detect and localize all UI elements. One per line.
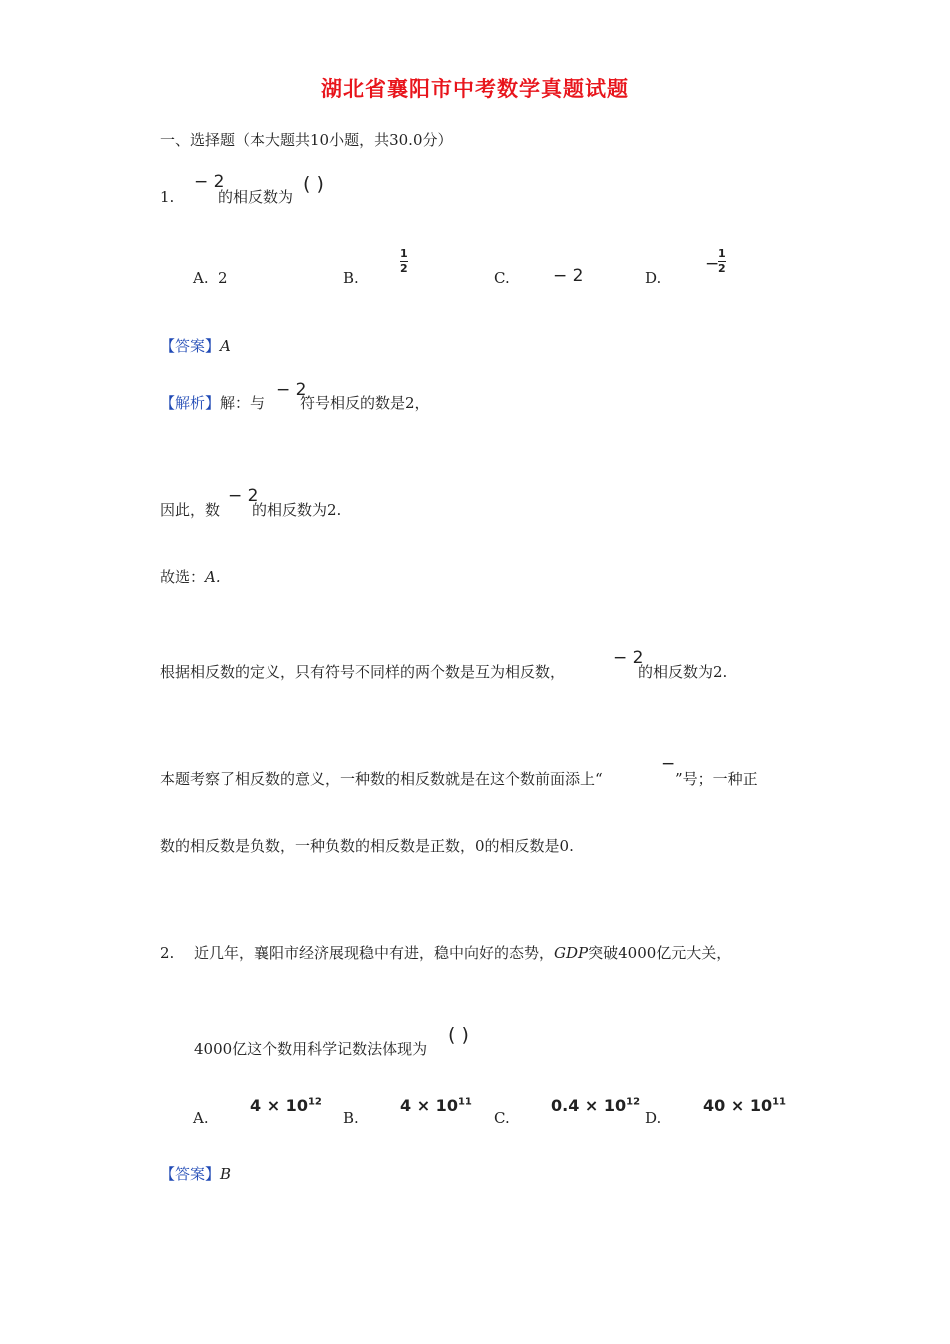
fraction-denominator: 2 bbox=[718, 262, 726, 275]
fraction-numerator: 1 bbox=[400, 247, 408, 260]
analysis-tag: 【解析】 bbox=[160, 394, 221, 412]
q1-number: 1. bbox=[160, 188, 175, 206]
analysis-line-5-suffix: ”号；一种正 bbox=[675, 770, 758, 788]
q2-option-a-letter: A. bbox=[193, 1109, 209, 1127]
analysis-prefix: 解：与 bbox=[220, 394, 266, 412]
q1-option-a-value: 2 bbox=[218, 269, 228, 287]
analysis-line-4-prefix: 根据相反数的定义，只有符号不同样的两个数是互为相反数， bbox=[160, 663, 566, 681]
sci-base: 0.4 × 10 bbox=[551, 1096, 627, 1115]
analysis-suffix: 符号相反的数是2， bbox=[300, 394, 430, 412]
sci-base: 4 × 10 bbox=[400, 1096, 458, 1115]
analysis-line-4-expression: − 2 bbox=[613, 648, 644, 668]
q2-option-d-value bbox=[703, 1096, 786, 1115]
q2-stem-line-2: 4000亿这个数用科学记数法体现为 bbox=[194, 1040, 428, 1058]
section-header: 一、选择题（本大题共10小题，共30.0分） bbox=[160, 131, 453, 149]
q1-expression: − 2 bbox=[194, 172, 225, 192]
q2-answer-blank: ( ) bbox=[448, 1024, 469, 1046]
sci-base: 4 × 10 bbox=[250, 1096, 308, 1115]
answer-tag: 【答案】 bbox=[160, 337, 221, 355]
q2-option-c-value bbox=[551, 1096, 640, 1115]
answer-tag: 【答案】 bbox=[160, 1165, 221, 1183]
q1-stem: 的相反数为 bbox=[218, 188, 294, 206]
fraction-denominator: 2 bbox=[400, 262, 408, 275]
sci-exponent: 12 bbox=[307, 1096, 322, 1108]
q1-option-d-sign: − bbox=[705, 254, 720, 274]
q2-number: 2. bbox=[160, 944, 175, 962]
q2-option-b-letter: B. bbox=[343, 1109, 359, 1127]
q2-stem bbox=[194, 943, 731, 963]
analysis-line-3-text: 故选： bbox=[160, 568, 206, 586]
q1-option-c-value: − 2 bbox=[553, 266, 584, 286]
q1-option-d-letter: D. bbox=[645, 269, 662, 287]
q2-stem-gdp: GDP bbox=[554, 944, 589, 962]
q1-answer-line bbox=[160, 336, 231, 356]
document-title: 湖北省襄阳市中考数学真题试题 bbox=[321, 76, 629, 101]
analysis-line-3 bbox=[160, 567, 221, 587]
q2-option-a-value bbox=[250, 1096, 322, 1115]
q1-option-b-fraction bbox=[400, 248, 408, 275]
analysis-line-5-prefix: 本题考察了相反数的意义，一种数的相反数就是在这个数前面添上“ bbox=[160, 770, 603, 788]
q1-option-a-letter: A. bbox=[193, 269, 209, 287]
q1-analysis-line bbox=[160, 393, 265, 413]
sci-base: 40 × 10 bbox=[703, 1096, 773, 1115]
q1-option-b-letter: B. bbox=[343, 269, 359, 287]
answer-value: A bbox=[220, 337, 231, 355]
q2-option-b-value bbox=[400, 1096, 472, 1115]
analysis-line-5-symbol: − bbox=[661, 754, 676, 774]
q1-option-c-letter: C. bbox=[494, 269, 510, 287]
answer-value: B bbox=[220, 1165, 232, 1183]
sci-exponent: 12 bbox=[626, 1096, 641, 1108]
q2-option-c-letter: C. bbox=[494, 1109, 510, 1127]
q2-stem-suffix: 突破4000亿元大关， bbox=[588, 944, 732, 962]
fraction-numerator: 1 bbox=[718, 247, 726, 260]
q2-stem-prefix: 近几年，襄阳市经济展现稳中有进，稳中向好的态势， bbox=[194, 944, 555, 962]
q1-option-d-fraction bbox=[718, 248, 726, 275]
analysis-line-4-suffix: 的相反数为2. bbox=[638, 663, 728, 681]
analysis-line-2-prefix: 因此，数 bbox=[160, 501, 221, 519]
analysis-line-3-answer: A. bbox=[205, 568, 221, 586]
q2-answer-line bbox=[160, 1164, 231, 1184]
sci-exponent: 11 bbox=[772, 1096, 786, 1108]
analysis-expression: − 2 bbox=[276, 380, 307, 400]
sci-exponent: 11 bbox=[457, 1096, 472, 1108]
analysis-line-6: 数的相反数是负数，一种负数的相反数是正数，0的相反数是0. bbox=[160, 837, 574, 855]
q1-answer-blank: ( ) bbox=[303, 173, 324, 195]
analysis-line-2-expression: − 2 bbox=[228, 486, 259, 506]
q2-option-d-letter: D. bbox=[645, 1109, 662, 1127]
analysis-line-2-suffix: 的相反数为2. bbox=[252, 501, 342, 519]
